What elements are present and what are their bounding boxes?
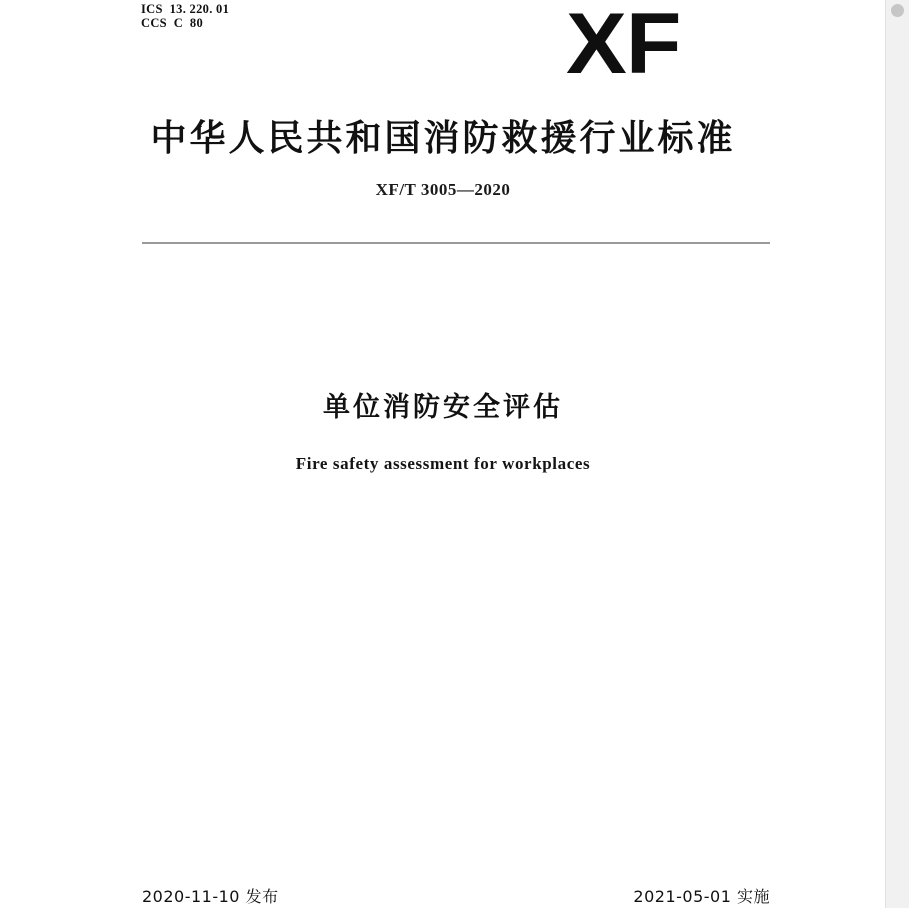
scrollbar-thumb[interactable] [891,4,904,17]
standard-number: XF/T 3005—2020 [375,180,511,199]
issue-date: 2020-11-10 发布 [142,887,279,906]
effective-date: 2021-05-01 实施 [633,887,770,906]
issuing-authority-title: 中华人民共和国消防救援行业标准 [150,118,736,159]
document-title-cn: 单位消防安全评估 [323,392,563,423]
ics-number: ICS 13. 220. 01 [141,2,230,16]
xf-logo: XF [566,0,681,92]
document-title-en: Fire safety assessment for workplaces [295,454,591,473]
header-divider [142,242,770,244]
document-footer [142,884,770,907]
scrollbar-track[interactable] [885,0,909,908]
ccs-number: CCS C 80 [141,16,204,30]
ics-classification-block [141,2,229,30]
